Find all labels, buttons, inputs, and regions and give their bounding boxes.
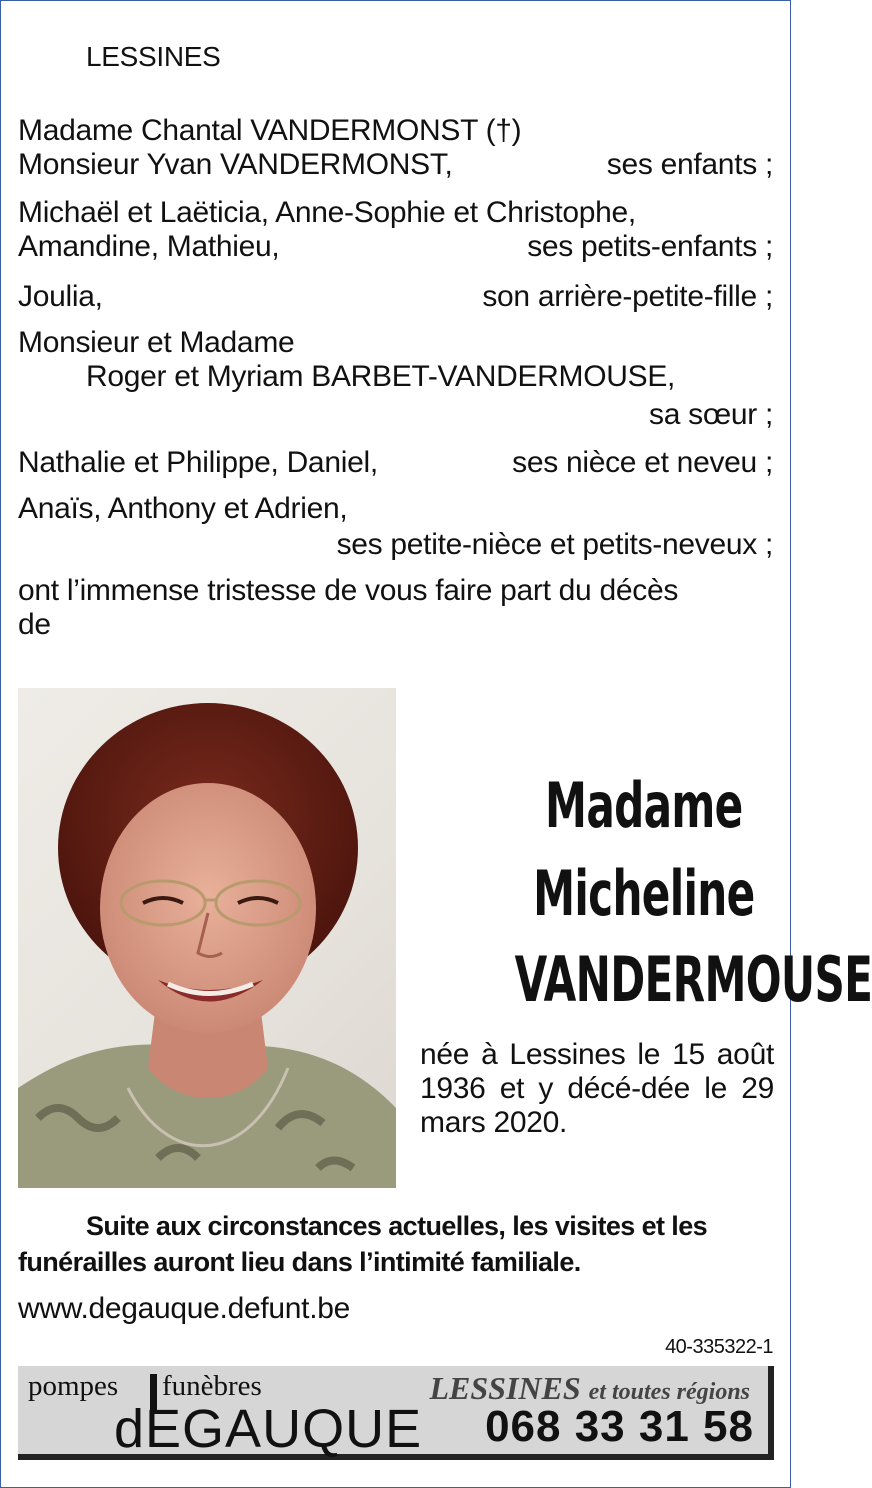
banner-funebres: funèbres [162,1370,262,1402]
deceased-last-name: VANDERMOUSE [514,943,872,1016]
funeral-notice [18,1208,774,1280]
website-link[interactable]: www.degauque.defunt.be [18,1292,350,1325]
reference-number: 40-335322-1 [665,1336,773,1358]
portrait-illustration [18,688,396,1188]
funeral-notice-text: Suite aux circonstances actuelles, les visites et les funérailles auront lieu dans l’intimité familiale. [18,1211,708,1277]
family-line-2: Monsieur Yvan VANDERMONST, [18,148,453,181]
banner-city-name: LESSINES [429,1370,581,1406]
family-role-9: ses nièce et neveu ; [512,446,773,479]
deceased-title: Madame [545,769,743,842]
family-line-9: Nathalie et Philippe, Daniel, [18,446,378,479]
family-line-4: Amandine, Mathieu, [18,230,280,263]
family-line-5: Joulia, [18,280,103,313]
banner-city-suffix: et toutes régions [588,1379,750,1405]
family-line-3: Michaël et Laëticia, Anne-Sophie et Christophe, [18,196,636,229]
location-heading: LESSINES [86,41,221,72]
family-line-7: Roger et Myriam BARBET-VANDERMOUSE, [86,360,676,393]
funeral-home-banner [18,1366,774,1460]
family-line-6: Monsieur et Madame [18,326,295,359]
family-role-4: ses petits-enfants ; [527,230,773,263]
portrait-photo [18,688,396,1188]
family-role-5: son arrière-petite-fille ; [482,280,773,313]
announcement-line: ont l’immense tristesse de vous faire part du décès [18,574,679,607]
family-line-10: Anaïs, Anthony et Adrien, [18,492,348,525]
banner-pompes: pompes [28,1370,119,1402]
deceased-first-name: Micheline [533,857,755,930]
banner-phone[interactable]: 068 33 31 58 [485,1402,754,1451]
family-line-1: Madame Chantal VANDERMONST (†) [18,114,522,147]
family-role-11: ses petite-nièce et petits-neveux ; [336,528,773,561]
banner-brand: dEGAUQUE [114,1399,423,1459]
birth-death-dates: née à Lessines le 15 août 1936 et y décé-dée le 29 mars 2020. [420,1038,774,1139]
announcement-line-2: de [18,608,51,641]
family-role-2: ses enfants ; [606,148,773,181]
family-role-8: sa sœur ; [649,398,773,431]
